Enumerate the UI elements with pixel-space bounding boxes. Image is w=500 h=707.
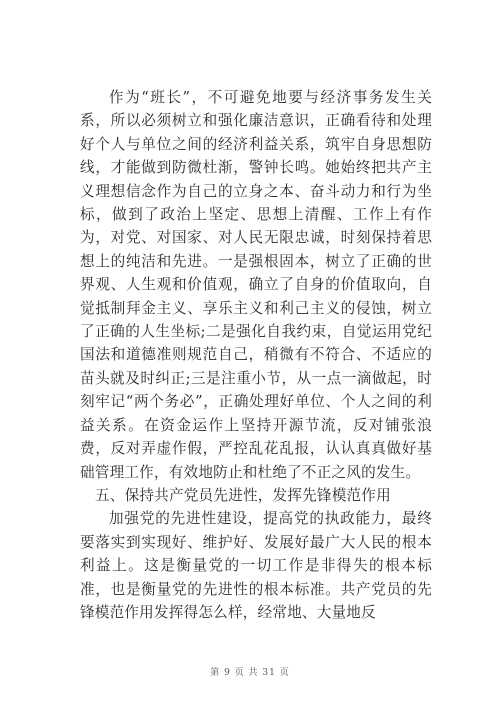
page-number-footer: 第 9 页 共 31 页 — [210, 668, 290, 678]
body-paragraph: 加强党的先进性建设，提高党的执政能力，最终要落实到实现好、维护好、发展好最广大人民的根本利益上。这是衡量党的一切工作是非得失的根本标准，也是衡量党的先进性的根本标准。共产党员的先锋模范作用发挥得怎么样，经常地、大量地反 — [80, 510, 432, 621]
body-paragraph: 作为“班长”，不可避免地要与经济事务发生关系，所以必须树立和强化廉洁意识，正确看待和处理好个人与单位之间的经济利益关系，筑牢自身思想防线，才能做到防微杜渐，警钟长鸣。她始终把共产主义理想信念作为自己的立身之本、奋斗动力和行为坐标，做到了政治上坚定、思想上清醒、工作上有作为，对党、对国家、对人民无限忠诚，时刻保持着思想上的纯洁和先进。一是强根固本，树立了正确的世界观、人生观和价值观，确立了自身的价值取向，自觉抵制拜金主义、享乐主义和利己主义的侵蚀，树立了正确的人生坐标;二是强化自我约束，自觉运用党纪国法和道德准则规范自己，稍微有不符合、不适应的苗头就及时纠正;三是注重小节，从一点一滴做起，时刻牢记“两个务必”，正确处理好单位、个人之间的利益关系。在资金运作上坚持开源节流，反对铺张浪费，反对弄虚作假，严控乱花乱报，认认真真做好基础管理工作，有效地防止和杜绝了不正之风的发生。 — [80, 89, 432, 481]
section-heading: 五、保持共产党员先进性，发挥先锋模范作用 — [95, 486, 391, 504]
document-body — [80, 86, 432, 624]
